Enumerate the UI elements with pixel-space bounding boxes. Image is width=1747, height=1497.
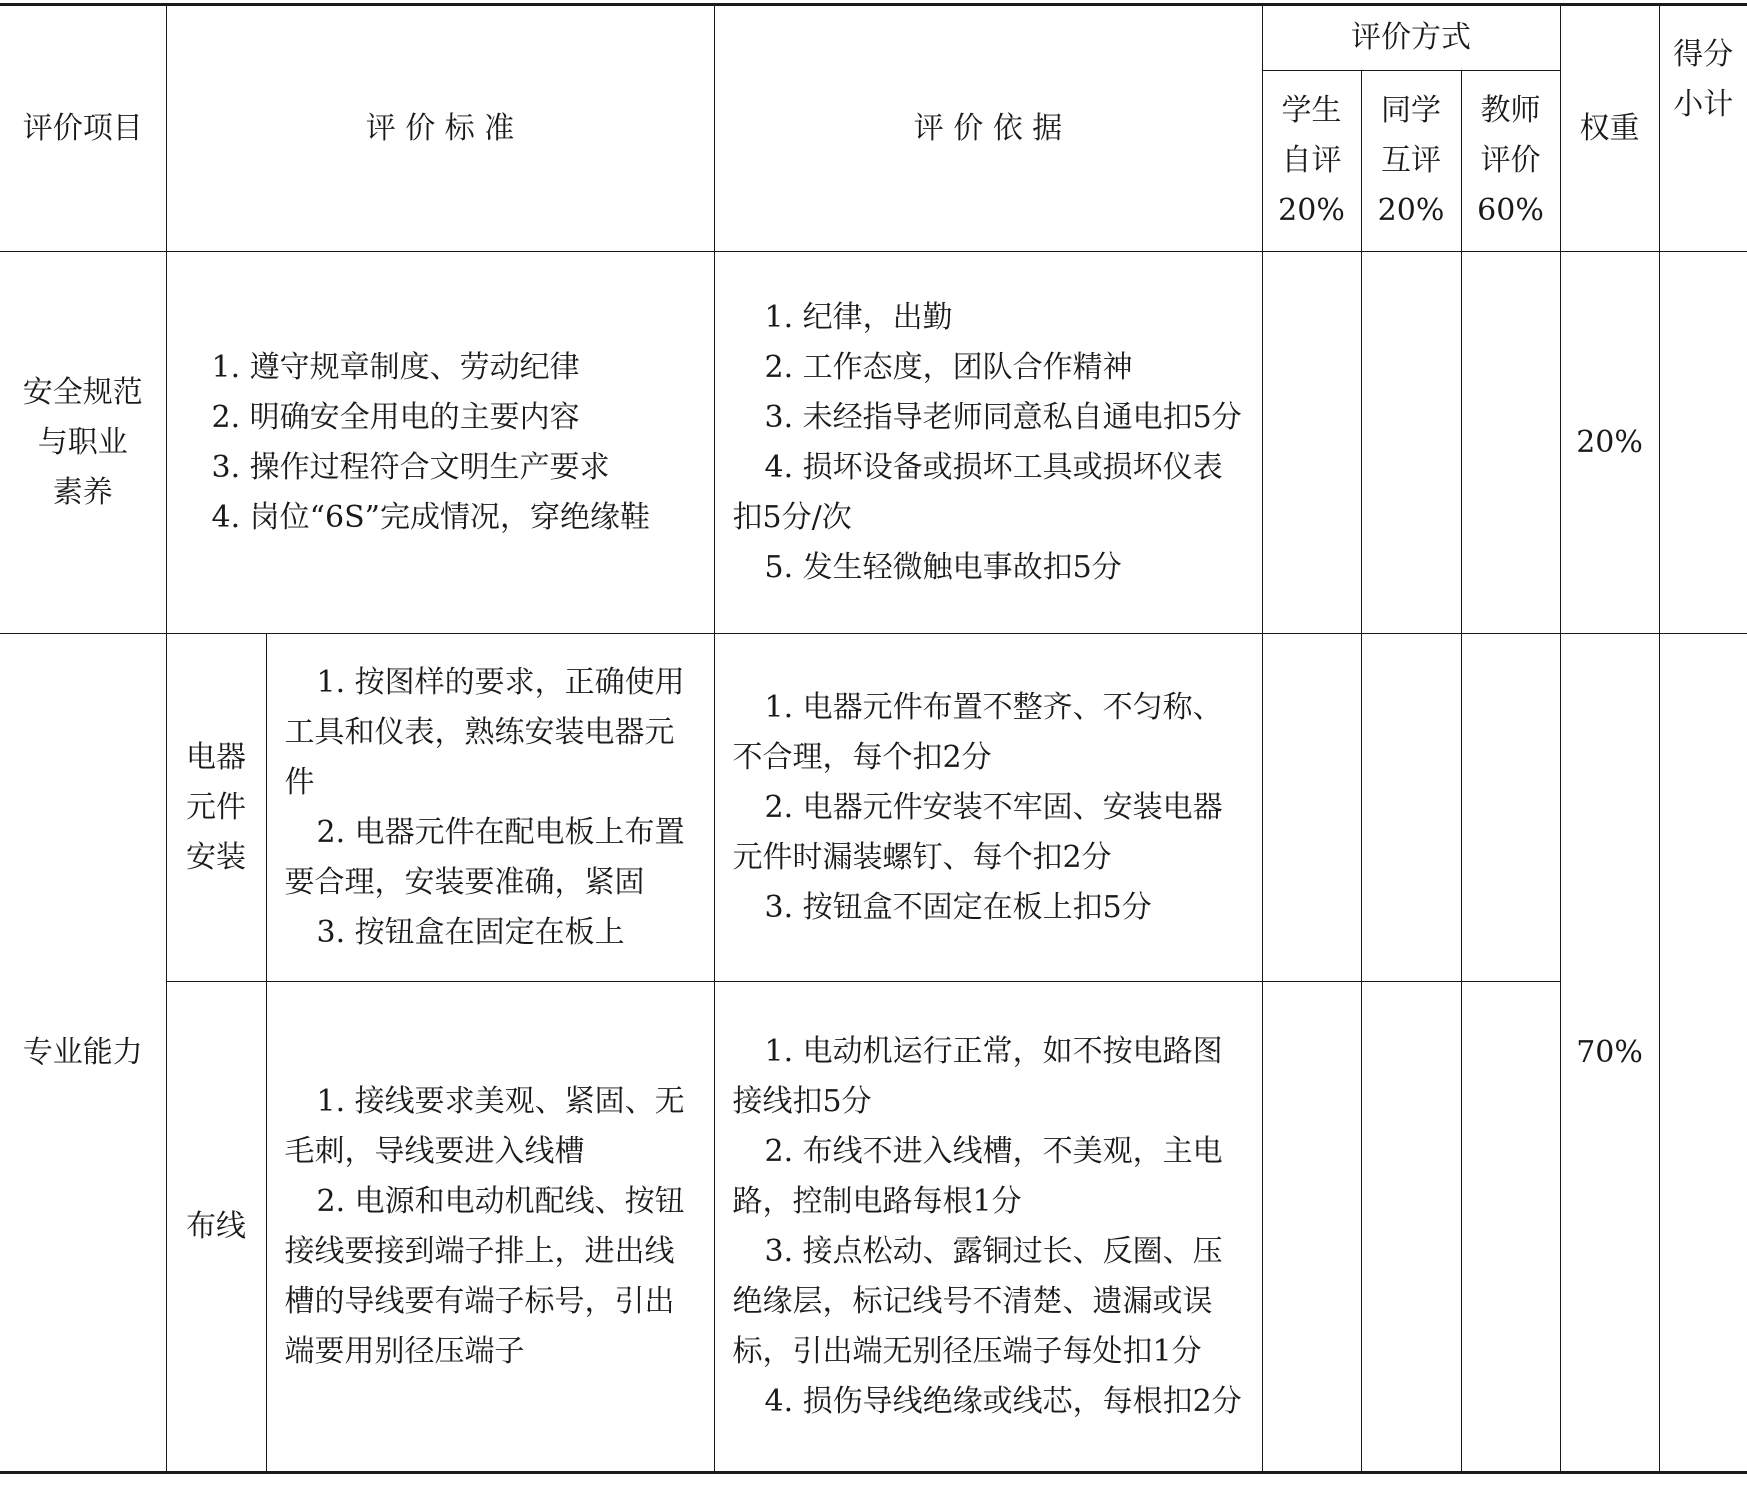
safety-standard-3: 3. 操作过程符合文明生产要求 [211, 449, 610, 485]
peer-eval-line-3: 20% [1377, 193, 1445, 228]
evaluation-table [0, 3, 1747, 1474]
safety-subtotal[interactable] [1659, 252, 1747, 634]
header-teacher-eval [1461, 71, 1560, 252]
safety-weight: 20% [1560, 252, 1659, 634]
peer-eval-line-2: 互评 [1381, 143, 1442, 178]
self-eval-line-2: 自评 [1281, 143, 1342, 178]
safety-teacher-score[interactable] [1461, 252, 1560, 634]
row-install [0, 634, 1747, 982]
wiring-basis [714, 982, 1262, 1473]
wiring-basis-1: 1. 电动机运行正常，如不按电路图接线扣5分 [732, 1033, 1223, 1119]
professional-subtotal[interactable] [1659, 634, 1747, 1473]
wiring-basis-4: 4. 损伤导线绝缘或线芯，每根扣2分 [764, 1383, 1242, 1419]
header-weight: 权重 [1560, 5, 1659, 252]
wiring-basis-2: 2. 布线不进入线槽，不美观，主电路，控制电路每根1分 [732, 1133, 1223, 1219]
install-basis-3: 3. 按钮盒不固定在板上扣5分 [764, 889, 1152, 925]
header-subtotal [1659, 5, 1747, 252]
install-subitem [166, 634, 266, 982]
header-subtotal-line-2: 小计 [1673, 87, 1734, 122]
self-eval-line-3: 20% [1278, 193, 1345, 228]
safety-standards [166, 252, 714, 634]
safety-basis-4: 4. 损坏设备或损坏工具或损坏仪表扣5分/次 [732, 449, 1223, 535]
install-subitem-line-2: 元件 [186, 789, 246, 825]
install-subitem-line-3: 安装 [186, 839, 246, 875]
header-method: 评价方式 [1262, 5, 1560, 71]
header-row-1 [0, 5, 1747, 71]
header-basis: 评 价 依 据 [714, 5, 1262, 252]
safety-standard-1: 1. 遵守规章制度、劳动纪律 [211, 349, 580, 385]
safety-peer-score[interactable] [1361, 252, 1461, 634]
wiring-subitem: 布线 [166, 982, 266, 1473]
wiring-peer-score[interactable] [1361, 982, 1461, 1473]
teacher-eval-line-3: 60% [1477, 193, 1544, 228]
header-self-eval [1262, 71, 1361, 252]
header-standard: 评 价 标 准 [166, 5, 714, 252]
install-standard-2: 2. 电器元件在配电板上布置要合理，安装要准确，紧固 [284, 814, 685, 900]
safety-standard-4: 4. 岗位“6S”完成情况，穿绝缘鞋 [211, 499, 650, 535]
install-basis [714, 634, 1262, 982]
safety-self-score[interactable] [1262, 252, 1361, 634]
install-self-score[interactable] [1262, 634, 1361, 982]
wiring-standard-2: 2. 电源和电动机配线、按钮接线要接到端子排上，进出线槽的导线要有端子标号，引出端要用别径压端子 [284, 1183, 685, 1369]
install-standard-3: 3. 按钮盒在固定在板上 [316, 914, 625, 950]
teacher-eval-line-1: 教师 [1480, 93, 1541, 128]
wiring-standards [266, 982, 714, 1473]
header-subtotal-line-1: 得分 [1673, 37, 1734, 72]
safety-basis-3: 3. 未经指导老师同意私自通电扣5分 [764, 399, 1242, 435]
install-subitem-line-1: 电器 [186, 739, 246, 775]
install-basis-1: 1. 电器元件布置不整齐、不匀称、不合理，每个扣2分 [732, 689, 1223, 775]
professional-item: 专业能力 [0, 634, 166, 1473]
professional-weight: 70% [1560, 634, 1659, 1473]
install-peer-score[interactable] [1361, 634, 1461, 982]
install-basis-2: 2. 电器元件安装不牢固、安装电器元件时漏装螺钉、每个扣2分 [732, 789, 1223, 875]
safety-item-line-2: 与职业 [37, 424, 128, 460]
header-peer-eval [1361, 71, 1461, 252]
header-item: 评价项目 [0, 5, 166, 252]
safety-basis [714, 252, 1262, 634]
safety-basis-1: 1. 纪律，出勤 [764, 299, 953, 335]
install-teacher-score[interactable] [1461, 634, 1560, 982]
wiring-self-score[interactable] [1262, 982, 1361, 1473]
wiring-basis-3: 3. 接点松动、露铜过长、反圈、压绝缘层，标记线号不清楚、遗漏或误标，引出端无别径压端子每处扣1分 [732, 1233, 1223, 1369]
safety-basis-2: 2. 工作态度，团队合作精神 [764, 349, 1133, 385]
wiring-teacher-score[interactable] [1461, 982, 1560, 1473]
row-wiring [0, 982, 1747, 1473]
install-standards [266, 634, 714, 982]
safety-basis-5: 5. 发生轻微触电事故扣5分 [764, 549, 1122, 585]
safety-item-line-3: 素养 [52, 474, 113, 510]
install-standard-1: 1. 按图样的要求，正确使用工具和仪表，熟练安装电器元件 [284, 664, 685, 800]
self-eval-line-1: 学生 [1281, 93, 1342, 128]
safety-standard-2: 2. 明确安全用电的主要内容 [211, 399, 580, 435]
row-safety [0, 252, 1747, 634]
safety-item [0, 252, 166, 634]
teacher-eval-line-2: 评价 [1480, 143, 1541, 178]
peer-eval-line-1: 同学 [1381, 93, 1442, 128]
safety-item-line-1: 安全规范 [22, 374, 143, 410]
wiring-standard-1: 1. 接线要求美观、紧固、无毛刺，导线要进入线槽 [284, 1083, 685, 1169]
